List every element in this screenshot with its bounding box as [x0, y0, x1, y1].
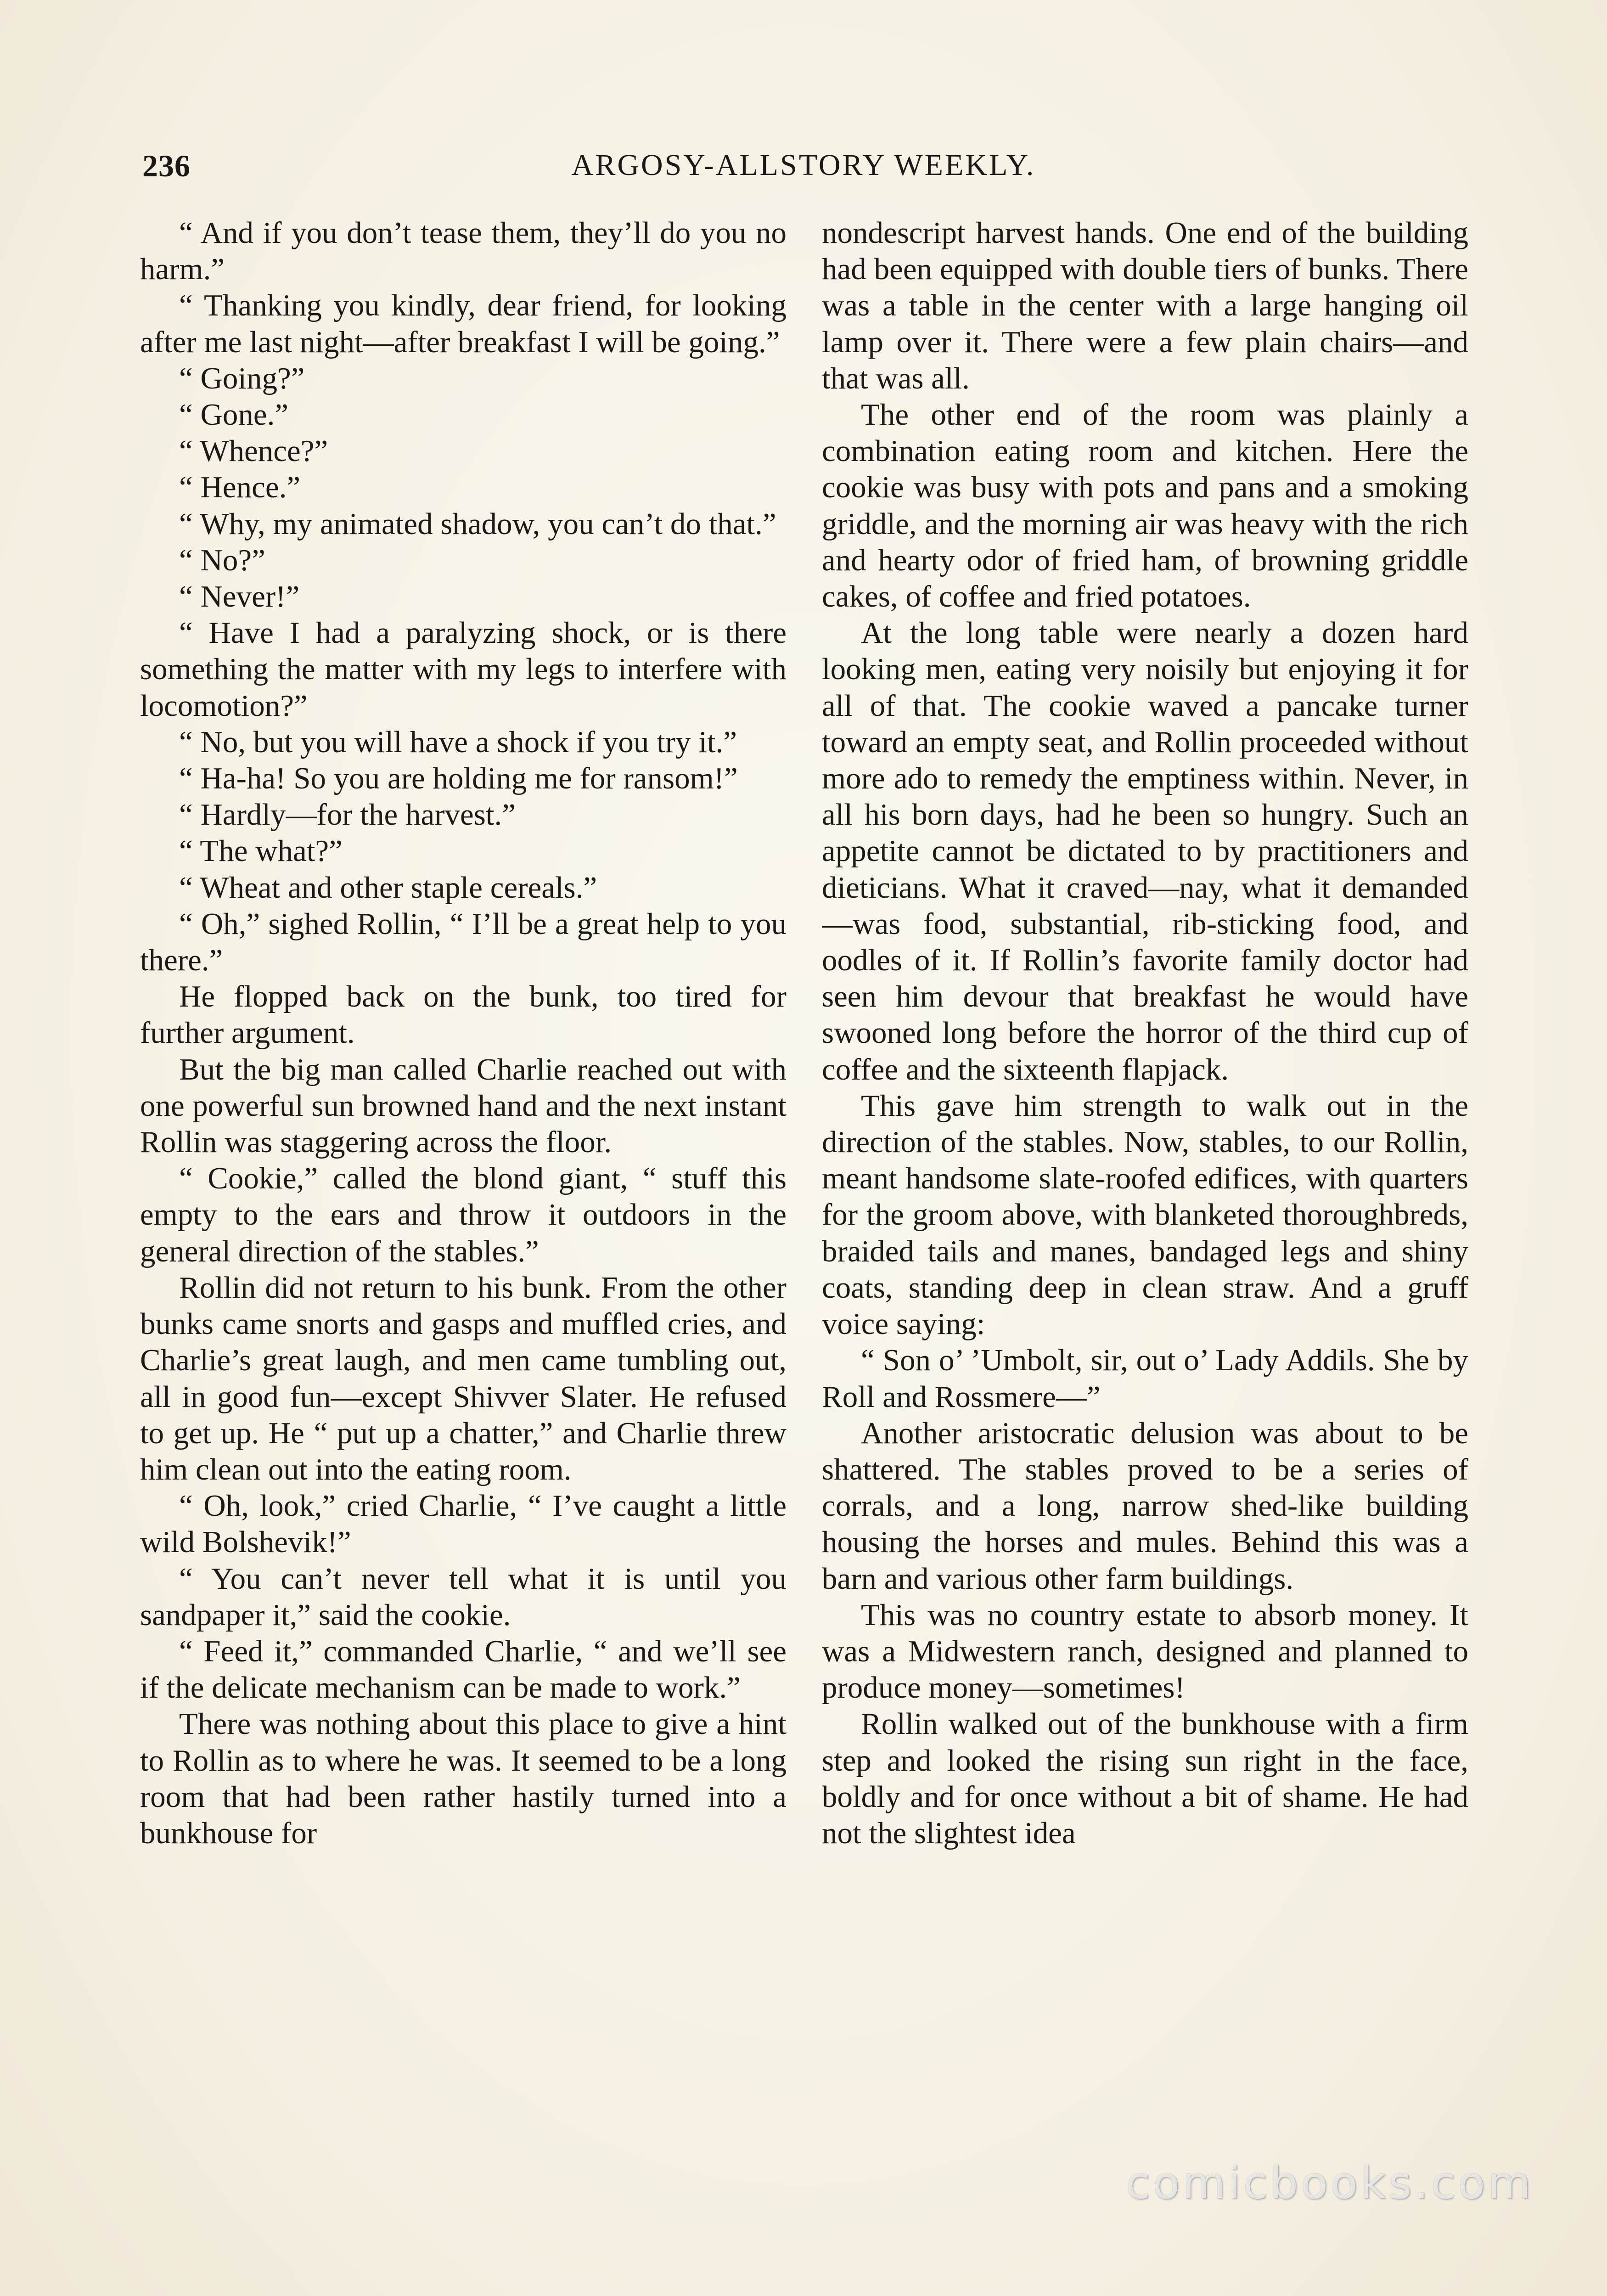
left-column [140, 215, 787, 2162]
running-head: ARGOSY-ALLSTORY WEEKLY. [571, 148, 1036, 182]
paragraph: “ Ha-ha! So you are holding me for ransom!” [179, 761, 738, 796]
paragraph: “ Oh, look,” cried Charlie, “ I’ve caught a little wild Bolshevik!” [140, 1489, 787, 1559]
paragraph: “ Oh,” sighed Rollin, “ I’ll be a great help to you there.” [140, 906, 787, 978]
paragraph: There was nothing about this place to give a hint to Rollin as to where he was. It seemed to be a long room that had been rather hastily turned into a bunkhouse for [140, 1707, 787, 1850]
site-watermark: comicbooks.com [1125, 2157, 1534, 2209]
paragraph: At the long table were nearly a dozen hard looking men, eating very noisily but enjoying it for all of that. The cookie waved a pancake turner toward an empty seat, and Rollin proceeded without more ado to remedy the emptiness within. Never, in all his born days, had he been so hungry. Such an appetite cannot be dictated to by practitioners and dieticians. What it craved—nay, what it demanded—was food, substantial, rib-sticking food, and oodles of it. If Rollin’s favorite family doctor had seen him devour that breakfast he would have swooned long before the horror of the third cup of coffee and the sixteenth flapjack. [822, 616, 1468, 1086]
paragraph: Rollin walked out of the bunkhouse with a firm step and looked the rising sun right in the face, boldly and for once without a bit of shame. He had not the slightest idea [822, 1707, 1468, 1850]
paragraph: “ Have I had a paralyzing shock, or is there something the matter with my legs to interfere with locomotion?” [140, 616, 787, 723]
paragraph: “ No?” [179, 543, 265, 577]
page-header [142, 148, 1465, 189]
paragraph: This gave him strength to walk out in the direction of the stables. Now, stables, to our Rollin, meant handsome slate-roofed edifices, with quarters for the groom above, with blanketed thoroughbreds, braided tails and manes, bandaged legs and shiny coats, standing deep in clean straw. And a gruff voice saying: [822, 1088, 1468, 1341]
paragraph: “ Thanking you kindly, dear friend, for looking after me last night—after breakfast I will be going.” [140, 288, 787, 359]
paragraph: The other end of the room was plainly a combination eating room and kitchen. Here the cookie was busy with pots and pans and a smoking griddle, and the morning air was heavy with the rich and hearty odor of fried ham, of browning griddle cakes, of coffee and fried potatoes. [822, 398, 1468, 614]
paragraph-continued: nondescript harvest hands. One end of the building had been equipped with double tiers of bunks. There was a table in the center with a large hanging oil lamp over it. There were a few plain chairs—and that was all. [822, 216, 1468, 395]
paragraph: “ Whence?” [179, 434, 328, 468]
paragraph: This was no country estate to absorb money. It was a Midwestern ranch, designed and planned to produce money—sometimes! [822, 1598, 1468, 1705]
paragraph: “ Cookie,” called the blond giant, “ stuff this empty to the ears and throw it outdoors in the general direction of the stables.” [140, 1161, 787, 1268]
right-column [822, 215, 1468, 2162]
paragraph: “ The what?” [179, 834, 343, 868]
paragraph: “ No, but you will have a shock if you try it.” [179, 725, 737, 759]
page-number: 236 [142, 148, 191, 183]
paragraph: “ Gone.” [179, 398, 289, 432]
paragraph: “ And if you don’t tease them, they’ll do you no harm.” [140, 216, 787, 287]
paragraph: “ Never!” [179, 580, 300, 614]
paragraph: “ Hence.” [179, 470, 301, 505]
paragraph: “ Going?” [179, 361, 305, 395]
paragraph: “ You can’t never tell what it is until you sandpaper it,” said the cookie. [140, 1561, 787, 1632]
paragraph: “ Son o’ ’Umbolt, sir, out o’ Lady Addils. She by Roll and Rossmere—” [822, 1343, 1468, 1414]
paragraph: “ Wheat and other staple cereals.” [179, 870, 597, 905]
paragraph: Another aristocratic delusion was about to be shattered. The stables proved to be a series of corrals, and a long, narrow shed-like building housing the horses and mules. Behind this was a barn and various other farm buildings. [822, 1416, 1468, 1596]
paragraph: “ Why, my animated shadow, you can’t do that.” [179, 506, 776, 541]
paragraph: “ Hardly—for the harvest.” [179, 798, 516, 832]
paragraph: But the big man called Charlie reached out with one powerful sun browned hand and the next instant Rollin was staggering across the floor. [140, 1052, 787, 1159]
paragraph: He flopped back on the bunk, too tired for further argument. [140, 979, 787, 1050]
paragraph: Rollin did not return to his bunk. From the other bunks came snorts and gasps and muffled cries, and Charlie’s great laugh, and men came tumbling out, all in good fun—except Shivver Slater. He refused to get up. He “ put up a chatter,” and Charlie threw him clean out into the eating room. [140, 1270, 787, 1486]
paragraph: “ Feed it,” commanded Charlie, “ and we’ll see if the delicate mechanism can be made to work.” [140, 1634, 787, 1705]
